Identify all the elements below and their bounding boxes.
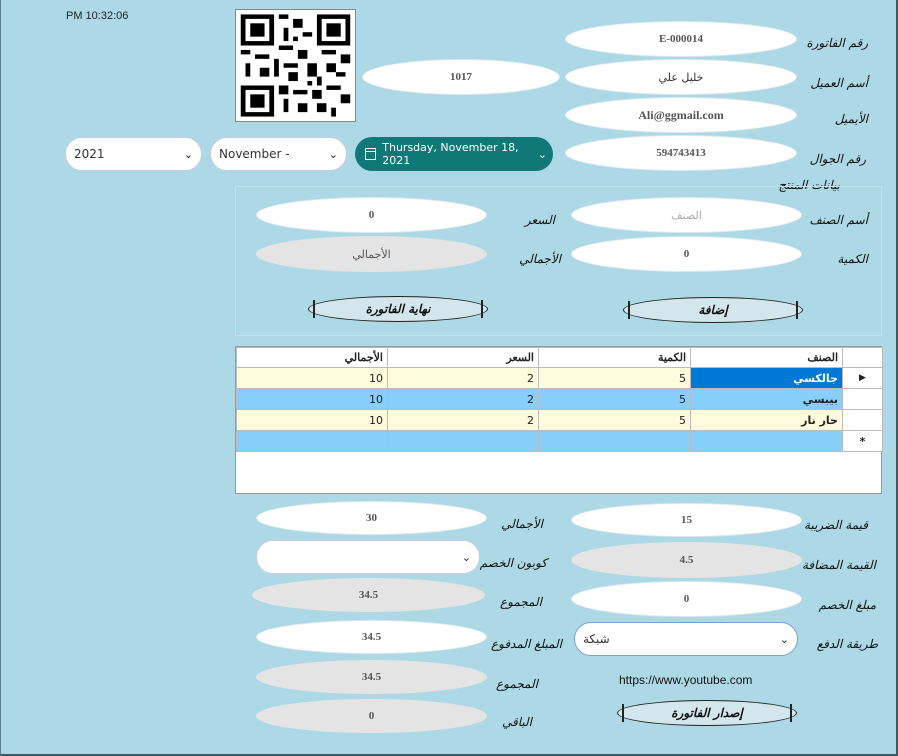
vat-field: 4.5 [571, 542, 802, 578]
chevron-down-icon: ⌄ [183, 147, 193, 161]
table-row[interactable] [237, 410, 883, 431]
date-picker[interactable] [355, 137, 553, 171]
paid-amount-label: المبلغ المدفوع [490, 637, 562, 651]
cell-qty[interactable]: 5 [539, 410, 691, 431]
cell-price[interactable]: 2 [388, 389, 539, 410]
tax-field[interactable]: 15 [571, 503, 802, 537]
header-qty[interactable]: الكمية [539, 348, 691, 368]
invoice-number-field[interactable]: E-000014 [565, 21, 797, 57]
cell-item[interactable] [691, 431, 843, 452]
cell-total[interactable]: 10 [237, 389, 388, 410]
discount-amount-field[interactable]: 0 [571, 581, 802, 617]
payment-method-select[interactable] [574, 622, 798, 656]
customer-name-field[interactable]: خليل علي [565, 59, 797, 95]
issue-invoice-button[interactable]: إصدار الفاتورة [617, 700, 797, 726]
remaining-field: 0 [256, 699, 487, 733]
customer-name-label: أسم العميل [810, 76, 868, 90]
table-row[interactable] [237, 368, 883, 389]
mobile-label: رقم الجوال [809, 152, 866, 166]
quantity-field[interactable]: 0 [571, 236, 802, 272]
remaining-label: الباقي [501, 715, 532, 729]
qr-code [235, 9, 356, 122]
item-name-field[interactable]: الصنف [571, 197, 802, 233]
price-label: السعر [524, 213, 555, 227]
email-label: الأيميل [834, 112, 868, 126]
calendar-icon [365, 148, 376, 160]
customer-id-field[interactable]: 1017 [362, 59, 560, 95]
cell-price[interactable] [388, 431, 539, 452]
sum2-field: 34.5 [256, 660, 487, 694]
row-header[interactable] [843, 389, 883, 410]
line-total-field: الأجمالي [256, 236, 487, 272]
website-link[interactable]: https://www.youtube.com [619, 673, 753, 687]
vat-label: القيمة المضافة [801, 558, 876, 572]
clock-text: PM 10:32:06 [66, 10, 129, 22]
year-value: 2021 [74, 147, 105, 161]
end-invoice-button[interactable]: نهاية الفاتورة [308, 296, 488, 322]
tax-label: قيمة الضريبة [804, 518, 868, 532]
cell-item[interactable]: جالكسي [691, 368, 843, 389]
paid-amount-field[interactable]: 34.5 [256, 620, 487, 654]
add-item-button[interactable]: إضافة [623, 297, 803, 323]
mobile-field[interactable]: 594743413 [565, 135, 797, 171]
subtotal-label: الأجمالي [501, 517, 543, 531]
price-field[interactable]: 0 [256, 197, 487, 233]
header-price[interactable]: السعر [388, 348, 539, 368]
table-row[interactable] [237, 389, 883, 410]
cell-qty[interactable]: 5 [539, 368, 691, 389]
header-corner [843, 348, 883, 368]
invoice-number-label: رقم الفاتورة [806, 36, 868, 50]
qr-code-icon [236, 10, 355, 121]
row-header[interactable] [843, 410, 883, 431]
month-value: November - [219, 147, 290, 161]
coupon-label: كوبون الخصم [479, 556, 547, 570]
cell-item[interactable]: حار نار [691, 410, 843, 431]
cell-price[interactable]: 2 [388, 410, 539, 431]
chevron-down-icon: ⌄ [461, 550, 471, 564]
cell-total[interactable] [237, 431, 388, 452]
new-row[interactable] [237, 431, 883, 452]
cell-qty[interactable]: 5 [539, 389, 691, 410]
discount-amount-label: مبلغ الخصم [818, 598, 876, 612]
product-section-label: بيانات المنتج [778, 178, 840, 192]
cell-total[interactable]: 10 [237, 368, 388, 389]
payment-method-label: طريقة الدفع [816, 637, 878, 651]
email-field[interactable]: Ali@ggmail.com [565, 97, 797, 133]
cell-price[interactable]: 2 [388, 368, 539, 389]
chevron-down-icon: ⌄ [779, 632, 789, 646]
quantity-label: الكمية [837, 252, 868, 266]
items-grid[interactable] [235, 346, 882, 494]
header-total[interactable]: الأجمالي [237, 348, 388, 368]
cell-item[interactable]: بيبسي [691, 389, 843, 410]
sum-field: 34.5 [252, 578, 485, 612]
coupon-select[interactable] [256, 540, 480, 574]
date-picker-value: Thursday, November 18, 2021 [382, 141, 519, 167]
sum2-label: المجموع [496, 677, 538, 691]
current-row-indicator[interactable]: ▶ [843, 368, 883, 389]
cell-total[interactable]: 10 [237, 410, 388, 431]
line-total-label: الأجمالي [519, 252, 561, 266]
sum-label: المجموع [500, 595, 542, 609]
month-select[interactable] [210, 137, 347, 171]
payment-method-value: شبكة [583, 632, 610, 646]
chevron-down-icon: ⌄ [537, 147, 547, 161]
header-item[interactable]: الصنف [691, 348, 843, 368]
item-name-label: أسم الصنف [809, 213, 868, 227]
year-select[interactable] [65, 137, 202, 171]
subtotal-field[interactable]: 30 [256, 501, 487, 535]
new-row-indicator[interactable]: * [843, 431, 883, 452]
chevron-down-icon: ⌄ [328, 147, 338, 161]
cell-qty[interactable] [539, 431, 691, 452]
